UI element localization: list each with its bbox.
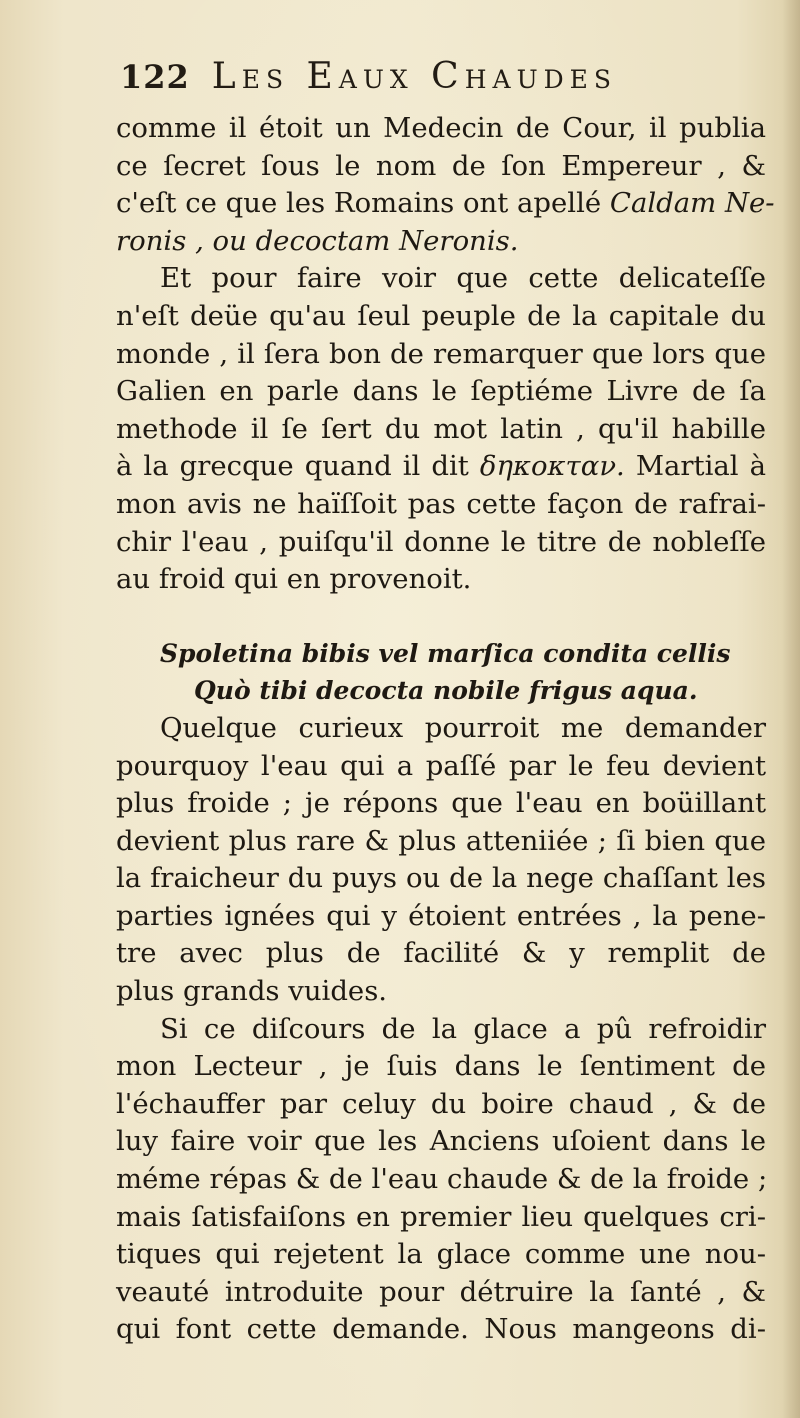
text-line: devient plus rare & plus atteniiée ; ſi bien que: [116, 824, 766, 857]
text-line: [116, 185, 775, 223]
text-line: mais ſatisfaiſons en premier lieu quelques cri-: [116, 1200, 766, 1233]
text-line: veauté introduite pour détruire la ſanté , &: [116, 1275, 766, 1308]
text-line: mon avis ne haïſſoit pas cette façon de rafrai-: [116, 487, 766, 520]
text-line: l'échauffer par celuy du boire chaud , & de: [116, 1087, 766, 1120]
spacer: [116, 599, 766, 635]
text-line: tiques qui rejetent la glace comme une nou-: [116, 1238, 766, 1271]
verse-line: Quò tibi decocta nobile frigus aqua.: [194, 676, 698, 706]
text-line: tre avec plus de facilité & y remplit de: [116, 937, 766, 970]
running-title: Les Eaux Chaudes: [211, 56, 618, 97]
text-line: [116, 448, 766, 486]
text-line: au froid qui en provenoit.: [116, 563, 472, 596]
text-run: ronis , ou: [116, 224, 247, 257]
verse-line: Spoletina bibis vel marſica condita cellis: [160, 638, 731, 668]
text-line: methode il ſe ſert du mot latin , qu'il habille: [116, 412, 766, 445]
page-number: 122: [120, 58, 190, 96]
text-run: c'eſt ce que les Romains ont apellé: [116, 187, 602, 220]
text-line: luy faire voir que les Anciens uſoient dans le: [116, 1125, 766, 1158]
text-line: Si ce diſcours de la glace a pû refroidir: [160, 1012, 766, 1045]
body-text: [116, 110, 775, 1349]
italic-term: decoctam Neronis.: [255, 224, 519, 257]
text-line: n'eſt deüe qu'au ſeul peuple de la capitale du: [116, 299, 766, 332]
text-line: chir l'eau , puiſqu'il donne le titre de nobleſſe: [116, 525, 766, 558]
text-line: mon Lecteur , je ſuis dans le ſentiment de: [116, 1050, 766, 1083]
text-line: pourquoy l'eau qui a paſſé par le feu devient: [116, 749, 766, 782]
italic-term: Caldam Ne-: [609, 187, 775, 220]
text-line: comme il étoit un Medecin de Cour, il publia: [116, 112, 766, 144]
text-line: Et pour faire voir que cette delicateſſe: [160, 262, 766, 295]
greek-word: δηκοκταν.: [479, 450, 625, 483]
text-line: Galien en parle dans le ſeptiéme Livre de ſa: [116, 375, 766, 408]
text-line: monde , il ſera bon de remarquer que lors que: [116, 337, 766, 370]
text-run: à la grecque quand il dit: [116, 450, 469, 483]
text-line: plus froide ; je répons que l'eau en boüillant: [116, 787, 766, 820]
text-run: Martial à: [635, 450, 767, 483]
text-line: plus grands vuides.: [116, 975, 388, 1008]
text-line: Quelque curieux pourroit me demander: [160, 711, 766, 744]
text-line: ce ſecret ſous le nom de ſon Empereur , &: [116, 149, 766, 182]
text-line: [116, 223, 766, 261]
text-line: la fraicheur du puys ou de la nege chaſſant les: [116, 862, 766, 895]
running-head: [120, 56, 720, 106]
text-line: méme répas & de l'eau chaude & de la froide ;: [116, 1163, 768, 1196]
text-line: parties ignées qui y étoient entrées , la pene-: [116, 899, 766, 932]
text-line: qui font cette demande. Nous mangeons di-: [116, 1313, 766, 1346]
